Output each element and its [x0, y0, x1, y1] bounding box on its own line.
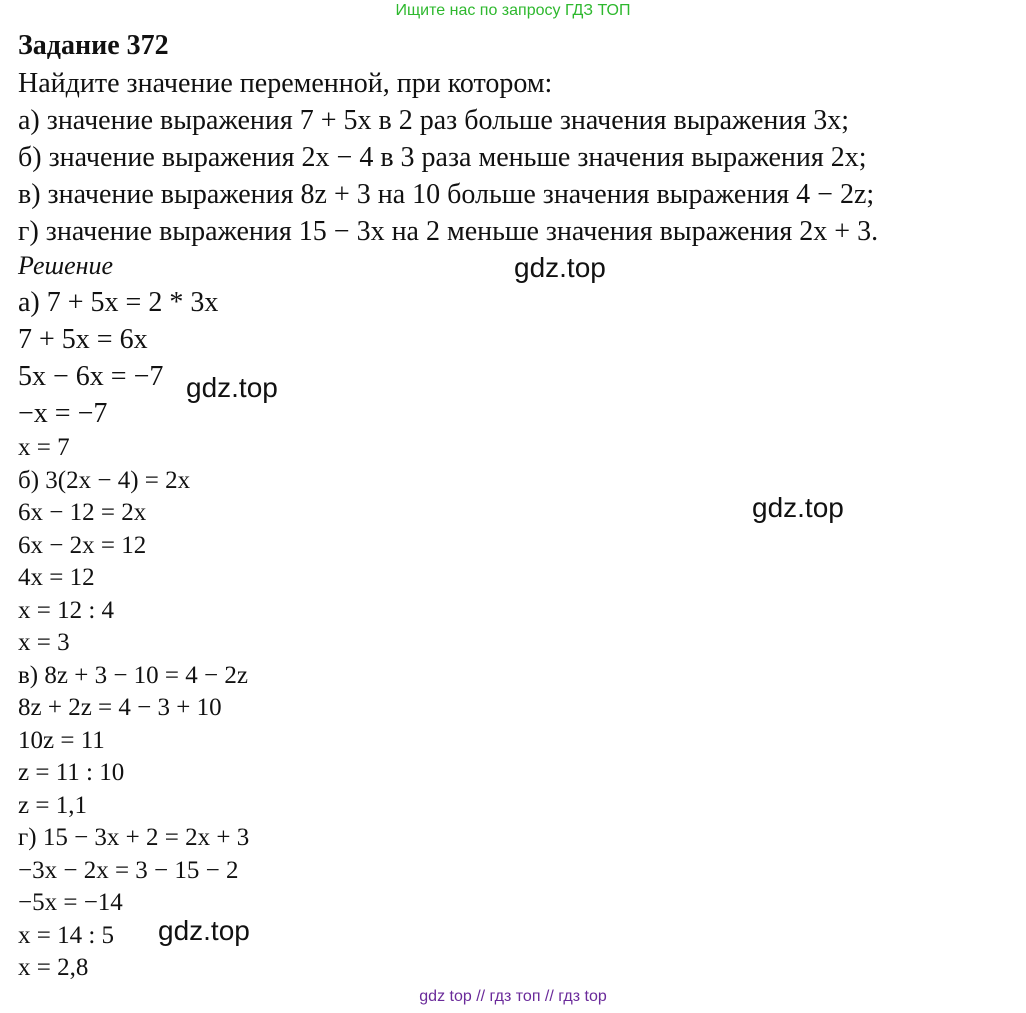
problem-line: в) значение выражения 8z + 3 на 10 больше значения выражения 4 − 2z; — [18, 179, 875, 210]
watermark: gdz.top — [186, 372, 278, 403]
solution-line: в) 8z + 3 − 10 = 4 − 2z — [18, 661, 248, 689]
solution-line: x = 3 — [18, 629, 70, 656]
solution-line: 5x − 6x = −7 — [18, 361, 164, 392]
solution-line: −x = −7 — [18, 398, 108, 429]
solution-line: 10z = 11 — [18, 726, 105, 754]
solution-line: −5x = −14 — [18, 889, 123, 916]
solution-line: 6x − 12 = 2x — [18, 499, 147, 526]
solution-line: z = 1,1 — [18, 791, 87, 819]
solution-line: 4x = 12 — [18, 564, 95, 591]
top-banner-link[interactable]: Ищите нас по запросу ГДЗ ТОП — [395, 2, 631, 19]
solution-line: x = 14 : 5 — [18, 921, 115, 949]
solution-line: x = 7 — [18, 434, 70, 461]
solution-line: а) 7 + 5x = 2 * 3x — [18, 287, 219, 318]
footer-links[interactable]: gdz top // гдз топ // гдз top — [419, 988, 607, 1005]
watermark: gdz.top — [752, 492, 844, 523]
watermark: gdz.top — [158, 915, 250, 946]
problem-line: б) значение выражения 2x − 4 в 3 раза меньше значения выражения 2x; — [18, 142, 867, 173]
solution-line: б) 3(2x − 4) = 2x — [18, 466, 191, 494]
solution-line: z = 11 : 10 — [18, 759, 125, 786]
solution-steps — [18, 432, 249, 985]
problem-line: г) значение выражения 15 − 3x на 2 меньше значения выражения 2x + 3. — [18, 216, 879, 247]
problem-statement — [18, 65, 878, 250]
solution-line: 7 + 5x = 6x — [18, 324, 148, 355]
solution-heading: Решение — [18, 251, 114, 280]
problem-line: Найдите значение переменной, при котором: — [18, 68, 553, 99]
solution-line: г) 15 − 3x + 2 = 2x + 3 — [18, 824, 250, 851]
problem-line: а) значение выражения 7 + 5x в 2 раз больше значения выражения 3x; — [18, 105, 850, 136]
solution-line: −3x − 2x = 3 − 15 − 2 — [18, 856, 239, 884]
solution-part-a — [18, 284, 218, 432]
watermark: gdz.top — [514, 252, 606, 283]
solution-line: 8z + 2z = 4 − 3 + 10 — [18, 694, 222, 721]
task-title: Задание 372 — [18, 30, 169, 61]
solution-line: x = 12 : 4 — [18, 596, 115, 624]
solution-line: x = 2,8 — [18, 954, 89, 981]
solution-line: 6x − 2x = 12 — [18, 531, 147, 559]
